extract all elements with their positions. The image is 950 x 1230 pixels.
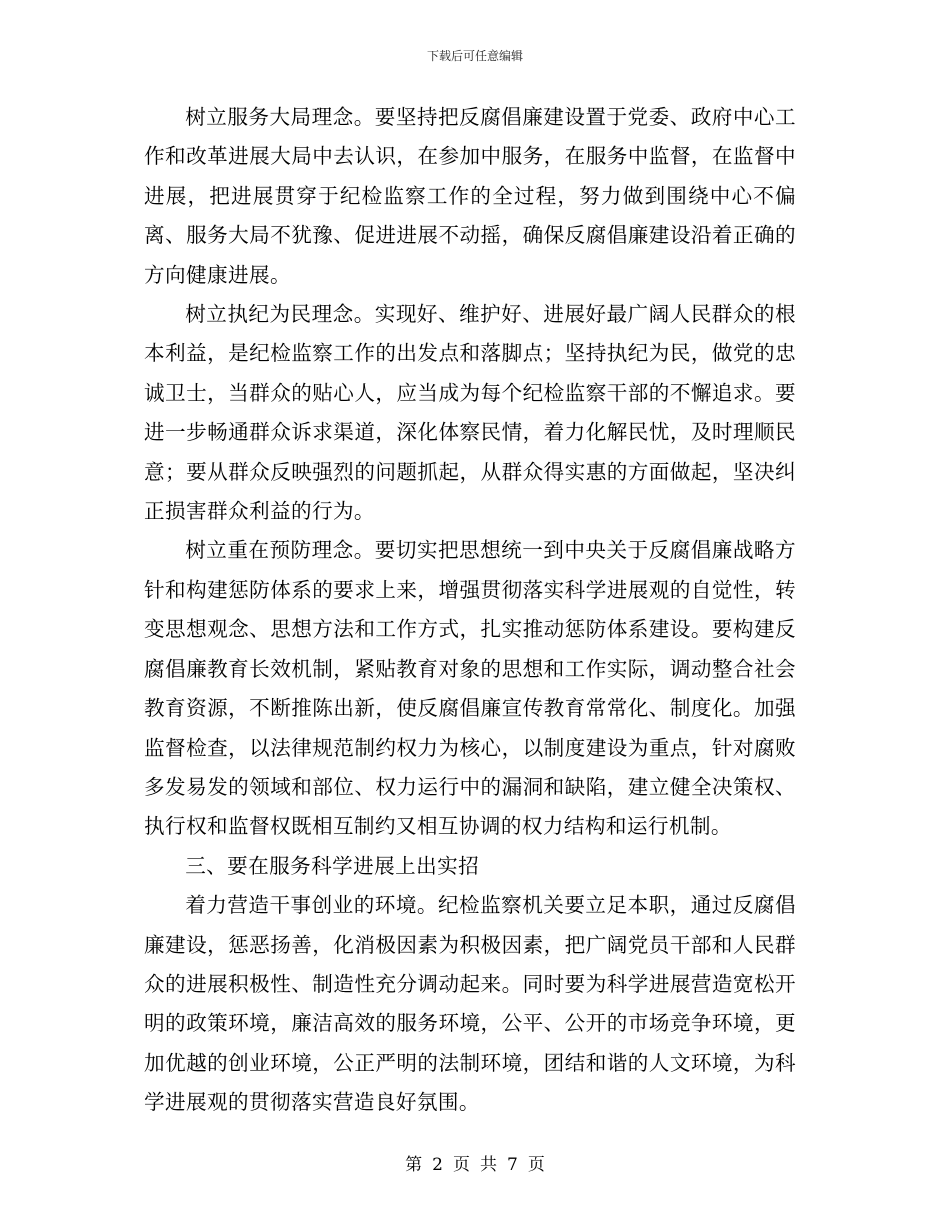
paragraph-service-overall: 树立服务大局理念。要坚持把反腐倡廉建设置于党委、政府中心工作和改革进展大局中去认识，在参加中服务，在服务中监督，在监督中进展，把进展贯穿于纪检监察工作的全过程，努力做到围绕中心不偏离、服务大局不犹豫、促进进展不动摇，确保反腐倡廉建设沿着正确的方向健康进展。 xyxy=(144,105,796,287)
footer-prefix: 第 xyxy=(405,1155,423,1175)
footer-total-word: 共 xyxy=(480,1155,497,1175)
paragraph-discipline-for-people: 树立执纪为民理念。实现好、维护好、进展好最广阔人民群众的根本利益，是纪检监察工作的出发点和落脚点；坚持执纪为民，做党的忠诚卫士，当群众的贴心人，应当成为每个纪检监察干部的不懈追求。要进一步畅通群众诉求渠道，深化体察民情，着力化解民忧，及时理顺民意；要从群众反映强烈的问题抓起，从群众得实惠的方面做起，坚决纠正损害群众利益的行为。 xyxy=(144,302,796,524)
footer-page-word: 页 xyxy=(453,1155,470,1175)
footer-total-pages: 7 xyxy=(507,1155,518,1175)
paragraph-environment: 着力营造干事创业的环境。纪检监察机关要立足本职，通过反腐倡廉建设，惩恶扬善，化消极因素为积极因素，把广阔党员干部和人民群众的进展积极性、制造性充分调动起来。同时要为科学进展营造宽松开明的政策环境，廉洁高效的服务环境，公平、公开的市场竞争环境，更加优越的创业环境，公正严明的法制环境，团结和谐的人文环境，为科学进展观的贯彻落实营造良好氛围。 xyxy=(144,893,796,1115)
page-footer xyxy=(0,1154,950,1176)
section-heading-three: 三、要在服务科学进展上出实招 xyxy=(185,853,480,878)
footer-suffix: 页 xyxy=(527,1155,545,1175)
document-body xyxy=(144,98,796,1123)
page-header-note: 下载后可任意编辑 xyxy=(426,49,523,63)
footer-current-page: 2 xyxy=(432,1155,443,1175)
paragraph-prevention: 树立重在预防理念。要切实把思想统一到中央关于反腐倡廉战略方针和构建惩防体系的要求上来，增强贯彻落实科学进展观的自觉性，转变思想观念、思想方法和工作方式，扎实推动惩防体系建设。要构建反腐倡廉教育长效机制，紧贴教育对象的思想和工作实际，调动整合社会教育资源，不断推陈出新，使反腐倡廉宣传教育常常化、制度化。加强监督检查，以法律规范制约权力为核心，以制度建设为重点，针对腐败多发易发的领域和部位、权力运行中的漏洞和缺陷，建立健全决策权、执行权和监督权既相互制约又相互协调的权力结构和运行机制。 xyxy=(144,538,796,839)
